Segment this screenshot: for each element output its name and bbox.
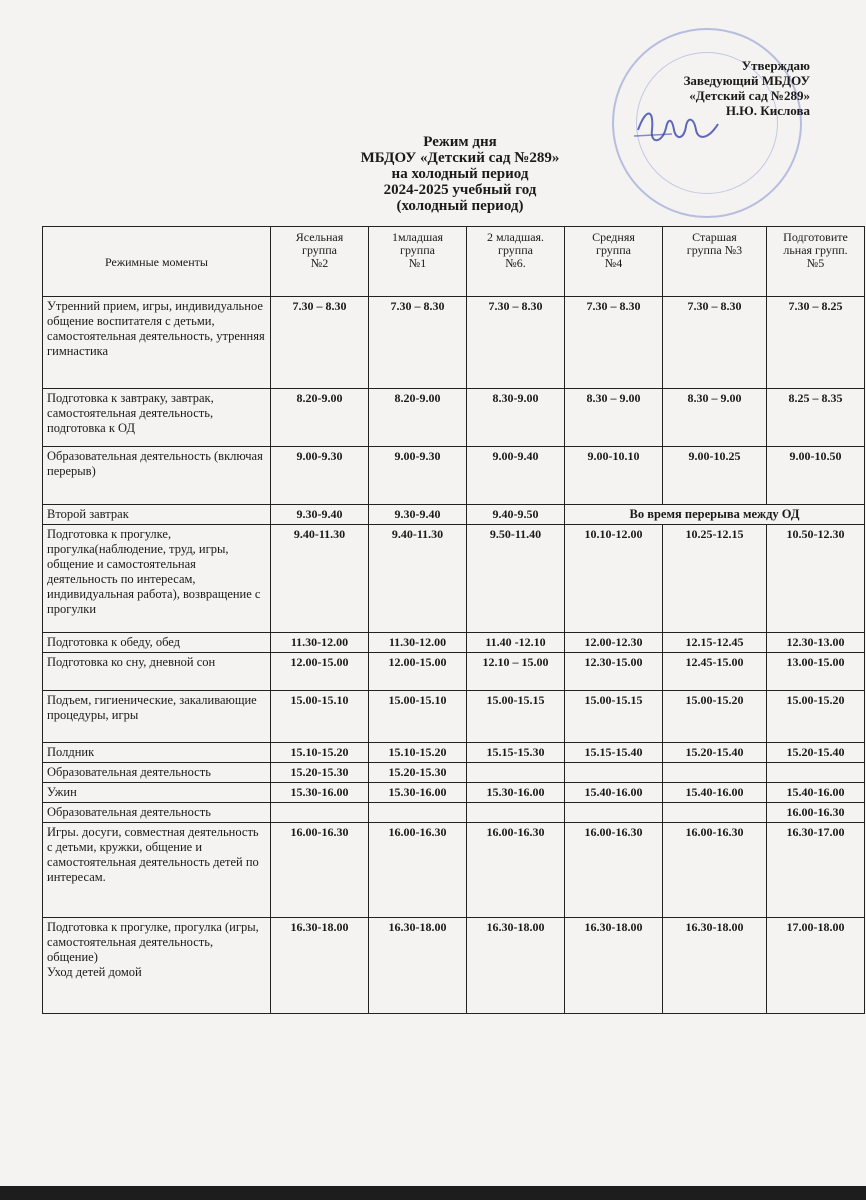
time-cell: 8.30 – 9.00: [663, 389, 767, 447]
time-cell: 16.30-18.00: [467, 918, 565, 1014]
time-cell: 15.10-15.20: [271, 743, 369, 763]
activity-cell: Игры. досуги, совместная деятельность с детьми, кружки, общение и самостоятельная деятельность детей по интересам.: [43, 823, 271, 918]
time-cell: 16.30-18.00: [565, 918, 663, 1014]
time-cell: 9.00-9.30: [369, 447, 467, 505]
time-cell: 16.30-18.00: [369, 918, 467, 1014]
time-cell: 7.30 – 8.30: [369, 297, 467, 389]
time-cell: 9.00-9.40: [467, 447, 565, 505]
time-cell: 15.40-16.00: [565, 783, 663, 803]
activity-cell: Подготовка к завтраку, завтрак, самостоятельная деятельность, подготовка к ОД: [43, 389, 271, 447]
time-cell: 16.00-16.30: [663, 823, 767, 918]
time-cell: 15.15-15.30: [467, 743, 565, 763]
header-group: 1младшая группа №1: [369, 227, 467, 297]
approval-line: Заведующий МБДОУ: [683, 73, 810, 88]
header-group: Подготовите льная групп. №5: [767, 227, 865, 297]
table-row: [43, 389, 865, 447]
time-cell: [467, 763, 565, 783]
activity-cell: Подъем, гигиенические, закаливающие процедуры, игры: [43, 691, 271, 743]
activity-cell: Образовательная деятельность (включая перерыв): [43, 447, 271, 505]
time-cell: 15.00-15.10: [369, 691, 467, 743]
time-cell: 12.30-13.00: [767, 633, 865, 653]
title-line: на холодный период: [391, 166, 529, 182]
activity-cell: Подготовка к прогулке, прогулка(наблюдение, труд, игры, общение и самостоятельная деятельность по интересам, индивидуальная работа), возвращение с прогулки: [43, 525, 271, 633]
activity-cell: Образовательная деятельность: [43, 803, 271, 823]
time-cell: 8.30-9.00: [467, 389, 565, 447]
activity-cell: Утренний прием, игры, индивидуальное общение воспитателя с детьми, самостоятельная деятельность, утренняя гимнастика: [43, 297, 271, 389]
time-cell: 16.00-16.30: [369, 823, 467, 918]
schedule-table: [42, 226, 865, 1014]
approval-signer: Н.Ю. Кислова: [725, 103, 810, 118]
time-cell: 12.00-12.30: [565, 633, 663, 653]
time-cell: [663, 763, 767, 783]
activity-cell: Ужин: [43, 783, 271, 803]
time-cell: 8.30 – 9.00: [565, 389, 663, 447]
table-row: [43, 297, 865, 389]
time-cell: 9.00-10.25: [663, 447, 767, 505]
time-cell: 9.40-9.50: [467, 505, 565, 525]
time-cell: 7.30 – 8.25: [767, 297, 865, 389]
time-cell: [467, 803, 565, 823]
time-cell: 16.30-17.00: [767, 823, 865, 918]
time-cell: 9.00-10.50: [767, 447, 865, 505]
activity-text: Подготовка к прогулке, прогулка (игры, самостоятельная деятельность, общение): [47, 920, 259, 964]
time-cell: 8.20-9.00: [369, 389, 467, 447]
activity-cell: Образовательная деятельность: [43, 763, 271, 783]
time-cell: 15.30-16.00: [369, 783, 467, 803]
time-cell: 13.00-15.00: [767, 653, 865, 691]
table-row: [43, 633, 865, 653]
time-cell: 11.30-12.00: [369, 633, 467, 653]
time-cell: 17.00-18.00: [767, 918, 865, 1014]
time-cell: 15.30-16.00: [467, 783, 565, 803]
time-cell: 10.50-12.30: [767, 525, 865, 633]
time-cell: [767, 763, 865, 783]
time-cell: 15.00-15.15: [565, 691, 663, 743]
time-cell: 15.40-16.00: [767, 783, 865, 803]
time-cell: 7.30 – 8.30: [565, 297, 663, 389]
scan-bottom-edge: [0, 1186, 866, 1200]
time-cell: 15.40-16.00: [663, 783, 767, 803]
activity-cell: Подготовка ко сну, дневной сон: [43, 653, 271, 691]
table-row: [43, 505, 865, 525]
time-cell: [565, 763, 663, 783]
time-cell: 12.30-15.00: [565, 653, 663, 691]
time-cell: 10.25-12.15: [663, 525, 767, 633]
title-line: МБДОУ «Детский сад №289»: [360, 150, 560, 166]
document-title: [290, 134, 630, 214]
time-cell: 12.15-12.45: [663, 633, 767, 653]
time-cell: 16.00-16.30: [565, 823, 663, 918]
time-cell: 7.30 – 8.30: [271, 297, 369, 389]
time-cell: 9.30-9.40: [369, 505, 467, 525]
header-activity: Режимные моменты: [43, 227, 271, 297]
table-row: [43, 763, 865, 783]
table-row: [43, 918, 865, 1014]
approval-line: Утверждаю: [741, 58, 810, 73]
time-cell: 8.20-9.00: [271, 389, 369, 447]
time-cell: 15.20-15.40: [663, 743, 767, 763]
title-line: 2024-2025 учебный год: [383, 182, 537, 198]
approval-block: [610, 58, 810, 118]
time-cell: 15.20-15.30: [271, 763, 369, 783]
activity-cell: Второй завтрак: [43, 505, 271, 525]
time-cell: [663, 803, 767, 823]
time-cell: 9.30-9.40: [271, 505, 369, 525]
time-cell: 9.40-11.30: [369, 525, 467, 633]
time-cell: 15.00-15.20: [767, 691, 865, 743]
header-group: 2 младшая. группа №6.: [467, 227, 565, 297]
header-group: Старшая группа №3: [663, 227, 767, 297]
time-cell: 15.10-15.20: [369, 743, 467, 763]
activity-cell: Подготовка к обеду, обед: [43, 633, 271, 653]
time-cell: 12.10 – 15.00: [467, 653, 565, 691]
time-cell: 9.40-11.30: [271, 525, 369, 633]
time-cell: [369, 803, 467, 823]
time-cell: 11.40 -12.10: [467, 633, 565, 653]
time-cell: 8.25 – 8.35: [767, 389, 865, 447]
time-cell: 11.30-12.00: [271, 633, 369, 653]
time-cell: 7.30 – 8.30: [467, 297, 565, 389]
title-line: Режим дня: [423, 134, 497, 150]
time-cell: 9.50-11.40: [467, 525, 565, 633]
time-cell: 16.30-18.00: [271, 918, 369, 1014]
title-line: (холодный период): [396, 198, 524, 214]
time-cell: 16.00-16.30: [767, 803, 865, 823]
table-row: [43, 803, 865, 823]
activity-text: Уход детей домой: [47, 965, 142, 979]
time-cell: 16.30-18.00: [663, 918, 767, 1014]
time-cell: 16.00-16.30: [271, 823, 369, 918]
table-row: [43, 447, 865, 505]
table-row: [43, 823, 865, 918]
merged-cell: Во время перерыва между ОД: [565, 505, 865, 525]
time-cell: 12.00-15.00: [271, 653, 369, 691]
time-cell: 15.00-15.20: [663, 691, 767, 743]
time-cell: 15.20-15.30: [369, 763, 467, 783]
time-cell: 10.10-12.00: [565, 525, 663, 633]
table-row: [43, 691, 865, 743]
table-row: [43, 525, 865, 633]
time-cell: 12.00-15.00: [369, 653, 467, 691]
time-cell: 15.00-15.15: [467, 691, 565, 743]
table-row: [43, 783, 865, 803]
time-cell: 15.30-16.00: [271, 783, 369, 803]
header-group: Ясельная группа №2: [271, 227, 369, 297]
time-cell: 15.20-15.40: [767, 743, 865, 763]
time-cell: 15.15-15.40: [565, 743, 663, 763]
time-cell: [565, 803, 663, 823]
table-row: [43, 743, 865, 763]
activity-cell: [43, 918, 271, 1014]
time-cell: [271, 803, 369, 823]
table-row: [43, 653, 865, 691]
time-cell: 9.00-10.10: [565, 447, 663, 505]
activity-cell: Полдник: [43, 743, 271, 763]
approval-line: «Детский сад №289»: [689, 88, 810, 103]
header-row: [43, 227, 865, 297]
header-group: Средняя группа №4: [565, 227, 663, 297]
time-cell: 9.00-9.30: [271, 447, 369, 505]
time-cell: 15.00-15.10: [271, 691, 369, 743]
time-cell: 16.00-16.30: [467, 823, 565, 918]
time-cell: 7.30 – 8.30: [663, 297, 767, 389]
time-cell: 12.45-15.00: [663, 653, 767, 691]
